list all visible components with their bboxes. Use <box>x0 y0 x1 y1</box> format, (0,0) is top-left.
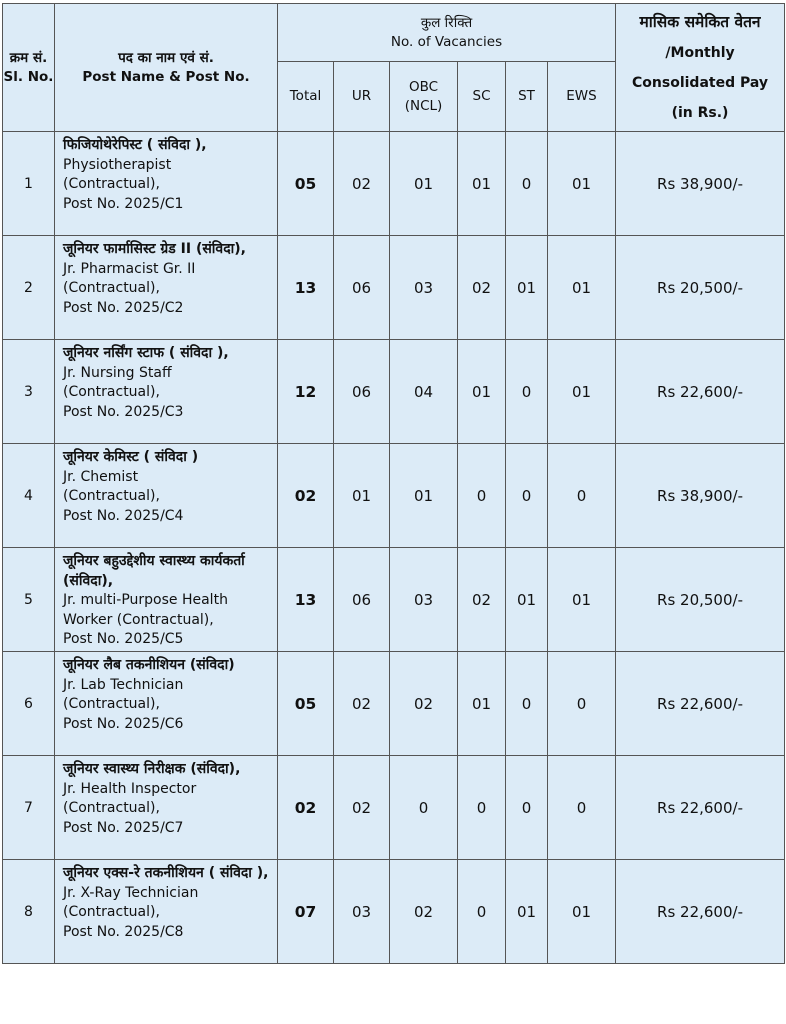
vacancies-header <box>278 4 616 62</box>
pay-cell: Rs 20,500/- <box>616 236 785 340</box>
post-name-contract: (Contractual), <box>63 384 160 400</box>
total-cell: 02 <box>278 756 334 860</box>
post-name-hindi: जूनियर फार्मासिस्ट ग्रेड II (संविदा), <box>63 241 246 257</box>
post-number: Post No. 2025/C4 <box>63 507 184 524</box>
post-number: Post No. 2025/C3 <box>63 403 184 420</box>
post-name-cell <box>55 236 278 340</box>
post-name-contract: (Contractual), <box>63 176 160 192</box>
total-header: Total <box>278 62 334 132</box>
post-number: Post No. 2025/C7 <box>63 819 184 836</box>
st-cell: 01 <box>506 860 548 964</box>
table-row <box>3 548 785 652</box>
ur-cell: 06 <box>334 236 390 340</box>
post-name-contract: (Contractual), <box>63 696 160 712</box>
table-row <box>3 652 785 756</box>
post-name-header-en: Post Name & Post No. <box>82 68 250 85</box>
post-name-cell <box>55 652 278 756</box>
ur-cell: 02 <box>334 756 390 860</box>
post-number: Post No. 2025/C6 <box>63 715 184 732</box>
obc-cell: 01 <box>390 132 458 236</box>
total-cell: 05 <box>278 652 334 756</box>
st-cell: 01 <box>506 236 548 340</box>
pay-header-en3: (in Rs.) <box>671 105 729 121</box>
ur-header: UR <box>334 62 390 132</box>
sl-no-cell: 3 <box>3 340 55 444</box>
post-name-contract: (Contractual), <box>63 800 160 816</box>
post-name-hindi: जूनियर एक्स-रे तकनीशियन ( संविदा ), <box>63 865 269 881</box>
ews-cell: 01 <box>548 860 616 964</box>
table-row <box>3 132 785 236</box>
sl-no-header-en: Sl. No. <box>3 68 54 85</box>
ur-cell: 06 <box>334 340 390 444</box>
table-row <box>3 236 785 340</box>
pay-cell: Rs 38,900/- <box>616 444 785 548</box>
st-cell: 0 <box>506 444 548 548</box>
post-name-hindi: जूनियर केमिस्ट ( संविदा ) <box>63 449 199 465</box>
ur-cell: 06 <box>334 548 390 652</box>
total-cell: 07 <box>278 860 334 964</box>
sl-no-cell: 2 <box>3 236 55 340</box>
header-row-top <box>3 4 785 62</box>
vacancies-header-hi: कुल रिक्ति <box>420 14 473 31</box>
sl-no-cell: 5 <box>3 548 55 652</box>
pay-cell: Rs 22,600/- <box>616 652 785 756</box>
pay-cell: Rs 38,900/- <box>616 132 785 236</box>
post-name-hindi: जूनियर लैब तकनीशियन (संविदा) <box>63 657 235 673</box>
ews-cell: 0 <box>548 756 616 860</box>
ews-cell: 01 <box>548 340 616 444</box>
pay-header <box>616 4 785 132</box>
ews-cell: 0 <box>548 652 616 756</box>
table-row <box>3 444 785 548</box>
st-cell: 0 <box>506 756 548 860</box>
sl-no-header-hi: क्रम सं. <box>9 49 48 66</box>
post-name-cell <box>55 340 278 444</box>
post-number: Post No. 2025/C1 <box>63 195 184 212</box>
pay-cell: Rs 22,600/- <box>616 756 785 860</box>
post-name-english: Jr. Pharmacist Gr. II <box>63 260 196 277</box>
st-cell: 0 <box>506 340 548 444</box>
obc-cell: 0 <box>390 756 458 860</box>
post-name-english: Physiotherapist <box>63 156 172 173</box>
st-cell: 0 <box>506 652 548 756</box>
sl-no-cell: 4 <box>3 444 55 548</box>
post-name-cell <box>55 756 278 860</box>
post-name-hindi: जूनियर नर्सिंग स्टाफ ( संविदा ), <box>63 345 229 361</box>
sc-cell: 01 <box>458 132 506 236</box>
sl-no-cell: 7 <box>3 756 55 860</box>
post-name-cell <box>55 860 278 964</box>
ur-cell: 01 <box>334 444 390 548</box>
post-name-english: Jr. Lab Technician <box>63 676 184 693</box>
post-name-english: Jr. multi-Purpose Health <box>63 592 228 608</box>
obc-cell: 02 <box>390 652 458 756</box>
pay-header-en1: /Monthly <box>665 45 735 61</box>
obc-header: OBC (NCL) <box>390 62 458 132</box>
table-row <box>3 860 785 964</box>
post-number: Post No. 2025/C2 <box>63 299 184 316</box>
post-number: Post No. 2025/C8 <box>63 923 184 940</box>
pay-header-hi: मासिक समेकित वेतन <box>639 13 761 31</box>
pay-cell: Rs 22,600/- <box>616 860 785 964</box>
total-cell: 13 <box>278 236 334 340</box>
post-name-english: Jr. Health Inspector <box>63 780 197 797</box>
obc-cell: 04 <box>390 340 458 444</box>
ur-cell: 03 <box>334 860 390 964</box>
sl-no-header <box>3 4 55 132</box>
post-name-header <box>55 4 278 132</box>
sc-cell: 01 <box>458 340 506 444</box>
table-row <box>3 756 785 860</box>
post-number: Post No. 2025/C5 <box>63 631 184 647</box>
ews-cell: 0 <box>548 444 616 548</box>
sl-no-cell: 8 <box>3 860 55 964</box>
vacancies-header-en: No. of Vacancies <box>390 33 503 50</box>
post-name-cell <box>55 132 278 236</box>
ur-cell: 02 <box>334 652 390 756</box>
sc-cell: 02 <box>458 236 506 340</box>
post-name-english: Jr. Chemist <box>63 468 139 485</box>
total-cell: 02 <box>278 444 334 548</box>
vacancy-table <box>2 3 785 964</box>
post-name-english: Jr. Nursing Staff <box>63 364 172 381</box>
ews-cell: 01 <box>548 236 616 340</box>
post-name-contract: (Contractual), <box>63 280 160 296</box>
post-name-header-hi: पद का नाम एवं सं. <box>118 49 214 66</box>
total-cell: 13 <box>278 548 334 652</box>
post-name-contract: Worker (Contractual), <box>63 611 214 628</box>
ews-cell: 01 <box>548 132 616 236</box>
pay-cell: Rs 22,600/- <box>616 340 785 444</box>
sc-cell: 0 <box>458 444 506 548</box>
st-cell: 0 <box>506 132 548 236</box>
table-row <box>3 340 785 444</box>
obc-cell: 02 <box>390 860 458 964</box>
st-header: ST <box>506 62 548 132</box>
ews-header: EWS <box>548 62 616 132</box>
post-name-contract: (Contractual), <box>63 904 160 920</box>
pay-header-en2: Consolidated Pay <box>632 75 769 91</box>
sc-cell: 01 <box>458 652 506 756</box>
total-cell: 12 <box>278 340 334 444</box>
obc-cell: 03 <box>390 548 458 652</box>
obc-cell: 03 <box>390 236 458 340</box>
post-name-contract: (Contractual), <box>63 488 160 504</box>
pay-cell: Rs 20,500/- <box>616 548 785 652</box>
sc-cell: 02 <box>458 548 506 652</box>
post-name-cell <box>55 444 278 548</box>
post-name-hindi: जूनियर स्वास्थ्य निरीक्षक (संविदा), <box>63 761 241 777</box>
sc-cell: 0 <box>458 756 506 860</box>
ur-cell: 02 <box>334 132 390 236</box>
post-name-english: Jr. X-Ray Technician <box>63 884 199 901</box>
sc-header: SC <box>458 62 506 132</box>
total-cell: 05 <box>278 132 334 236</box>
sc-cell: 0 <box>458 860 506 964</box>
sl-no-cell: 6 <box>3 652 55 756</box>
st-cell: 01 <box>506 548 548 652</box>
post-name-cell <box>55 548 278 652</box>
vacancy-table-body <box>3 132 785 964</box>
sl-no-cell: 1 <box>3 132 55 236</box>
post-name-hindi: फिजियोथेरेपिस्ट ( संविदा ), <box>63 137 207 153</box>
vacancy-table-container <box>2 3 784 964</box>
obc-cell: 01 <box>390 444 458 548</box>
post-name-hindi: जूनियर बहुउद्देशीय स्वास्थ्य कार्यकर्ता (संविदा), <box>63 553 245 589</box>
ews-cell: 01 <box>548 548 616 652</box>
